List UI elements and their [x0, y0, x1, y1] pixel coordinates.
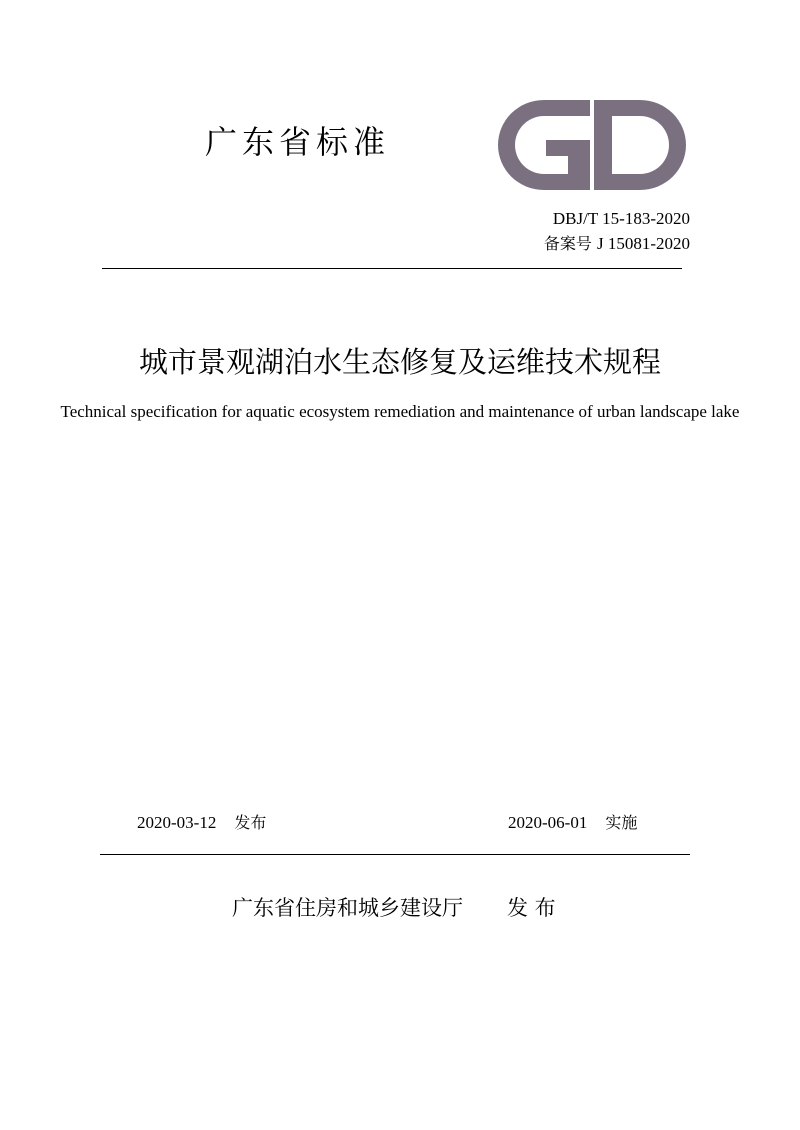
record-number: J 15081-2020 — [596, 234, 690, 253]
standard-category-heading: 广东省标准 — [205, 123, 391, 161]
issue-date: 2020-03-12 — [137, 813, 217, 832]
logo-text: GD — [498, 100, 500, 101]
implementation-date: 2020-06-01 — [508, 813, 588, 832]
publisher-line — [232, 894, 556, 922]
footer-divider — [100, 854, 690, 855]
implementation-date-line — [508, 812, 637, 834]
logo-letter-g — [498, 100, 590, 190]
header-divider — [102, 268, 682, 269]
publish-label: 发 布 — [507, 896, 556, 920]
standard-code: DBJ/T 15-183-2020 — [552, 209, 690, 228]
document-title-chinese: 城市景观湖泊水生态修复及运维技术规程 — [138, 345, 661, 379]
logo-letter-d — [594, 100, 686, 190]
implementation-label: 实施 — [605, 813, 638, 832]
record-number-line — [544, 233, 690, 255]
publisher-name: 广东省住房和城乡建设厅 — [232, 896, 463, 920]
record-label: 备案号 — [543, 234, 592, 253]
issue-label: 发布 — [234, 813, 267, 832]
gd-logo — [498, 100, 686, 190]
document-title-english: Technical specification for aquatic ecosystem remediation and maintenance of urban landscape lake — [60, 402, 740, 421]
issue-date-line — [137, 812, 266, 834]
